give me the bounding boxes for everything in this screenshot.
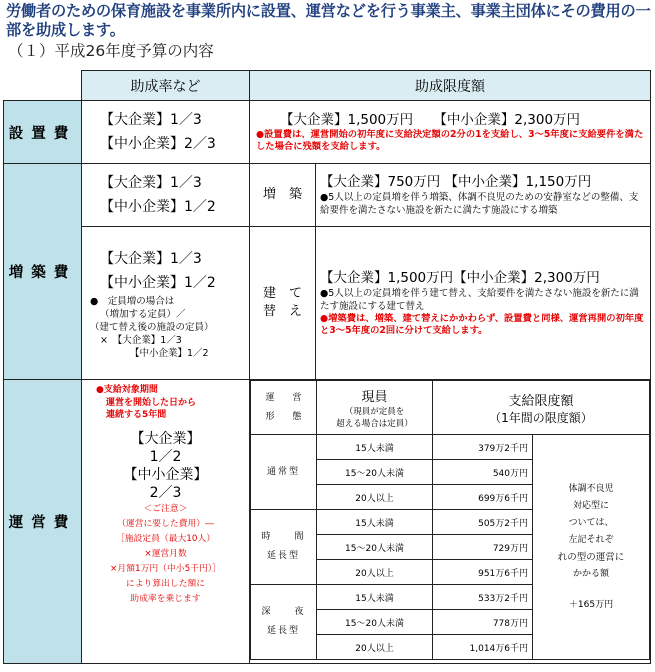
unei-type-night — [251, 585, 317, 660]
zochiku-b-n4: × 【大企業】1／3 — [100, 334, 182, 346]
unei-big4: 2／3 — [149, 484, 182, 501]
zochiku-a-rate-small: 【中小企業】1／2 — [100, 199, 216, 215]
unei-col-limit — [433, 381, 650, 435]
unei-n6: により算出した額に — [125, 578, 206, 589]
unei-big1: 【大企業】 — [130, 430, 201, 447]
unei-n4: ×運営月数 — [144, 548, 187, 559]
unei-side7: ＋165万円 — [568, 599, 614, 610]
unei-side-note — [533, 435, 650, 660]
unei-side4: 左記それぞ — [568, 534, 614, 545]
unei-g2-r0-staff: 15人未満 — [317, 585, 433, 610]
section-subtitle: （１）平成26年度予算の内容 — [8, 42, 214, 60]
header-limit: 助成限度額 — [250, 71, 651, 101]
unei-col-staff1: 現員 — [361, 390, 388, 405]
unei-n5: ×月額1万円（中小5千円）］ — [110, 563, 221, 574]
unei-side6: かかる額 — [572, 568, 609, 579]
unei-g0-r0-amt: 379万2千円 — [433, 435, 533, 460]
unei-side5: れの型の運営に — [557, 551, 625, 563]
unei-type-extended-name1: 時 間 — [261, 532, 306, 542]
unei-type-normal — [251, 435, 317, 510]
unei-g2-r1-staff: 15～20人未満 — [317, 610, 433, 635]
zochiku-a-limit-cell — [316, 164, 651, 227]
setchi-rate-small: 【中小企業】2／3 — [100, 136, 216, 152]
zochiku-b-limit-cell — [316, 227, 651, 380]
zochiku-b-type — [250, 227, 316, 380]
unei-g1-r2-amt: 951万6千円 — [433, 560, 533, 585]
row-label-unei: 運営費 — [4, 380, 82, 664]
unei-g1-r1-amt: 729万円 — [433, 535, 533, 560]
unei-type-extended-name2: 延長型 — [266, 551, 300, 561]
unei-g0-r1-amt: 540万円 — [433, 460, 533, 485]
unei-g0-r2-staff: 20人以上 — [317, 485, 433, 510]
row-label-setchi: 設置費 — [4, 101, 82, 164]
unei-n7: 助成率を乗じます — [130, 593, 201, 604]
unei-col-type2: 形 態 — [265, 411, 302, 422]
unei-col-limit1: 支給限度額 — [508, 393, 574, 409]
unei-g2-r2-amt: 1,014万6千円 — [433, 635, 533, 660]
unei-rate-cell — [82, 380, 250, 664]
unei-col-staff2: （現員が定員を — [344, 407, 405, 417]
setchi-note: ●設置費は、運営開始の初年度に支給決定額の2分の1を支給し、3～5年度に支給要件を満たした場合に残額を支給します。 — [256, 128, 644, 152]
unei-col-type1: 運 営 — [265, 392, 302, 403]
header-rate: 助成率など — [82, 71, 250, 101]
unei-type-normal-name: 通常型 — [266, 466, 300, 477]
unei-g2-r0-amt: 533万2千円 — [433, 585, 533, 610]
unei-n2: （運営に要した費用）― — [117, 518, 214, 529]
zochiku-b-note2: ●増築費は、増築、建て替えにかかわらず、設置費と同様、運営再開の初年度と3～5年度の2回に分けて支給します。 — [320, 312, 644, 336]
zochiku-b-n3: （建て替え後の施設の定員） — [90, 321, 214, 333]
unei-big3: 【中小企業】 — [123, 466, 208, 483]
setchi-rate-large: 【大企業】1／3 — [100, 112, 202, 128]
zochiku-b-note1: ●5人以上の定員増を伴う建て替え、支給要件を満たさない施設を新たに満たす施設にする建て替え — [320, 287, 639, 312]
unei-inner-table — [250, 380, 650, 660]
zochiku-b-n5: 【中小企業】1／2 — [130, 347, 209, 359]
zochiku-b-n1: ● 定員増の場合は — [90, 295, 175, 307]
zochiku-a-rate-cell — [82, 164, 250, 227]
unei-big2: 1／2 — [149, 448, 182, 465]
unei-period2: 運営を開始した日から — [106, 397, 197, 408]
zochiku-b-rate-small: 【中小企業】1／2 — [100, 274, 216, 291]
unei-g1-r0-amt: 505万2千円 — [433, 510, 533, 535]
unei-type-night-name1: 深 夜 — [261, 607, 306, 617]
zochiku-b-type2: 替 え — [262, 304, 302, 319]
unei-g1-r0-staff: 15人未満 — [317, 510, 433, 535]
unei-type-extended — [251, 510, 317, 585]
unei-g2-r1-amt: 778万円 — [433, 610, 533, 635]
page-title: 労働者のための保育施設を事業所内に設置、運営などを行う事業主、事業主団体にその費用の一部を助成します。 — [6, 2, 651, 39]
zochiku-a-limit: 【大企業】750万円 【中小企業】1,150万円 — [320, 174, 592, 190]
zochiku-b-rate-cell — [82, 227, 250, 380]
unei-col-limit2: （1年間の限度額） — [489, 410, 593, 425]
setchi-limit: 【大企業】1,500万円 【中小企業】2,300万円 — [280, 111, 581, 128]
unei-n3: ［施設定員（最大10人） — [115, 533, 216, 544]
unei-col-staff3: 超える場合は定員） — [336, 419, 413, 429]
unei-side1: 体調不良児 — [568, 483, 614, 494]
unei-g0-r0-staff: 15人未満 — [317, 435, 433, 460]
unei-g1-r2-staff: 20人以上 — [317, 560, 433, 585]
row-label-zochiku: 増築費 — [4, 164, 82, 380]
zochiku-b-n2: （増加する定員）／ — [100, 308, 186, 320]
subsidy-table — [3, 70, 651, 664]
unei-g1-r1-staff: 15～20人未満 — [317, 535, 433, 560]
unei-g2-r2-staff: 20人以上 — [317, 635, 433, 660]
zochiku-a-type: 増 築 — [250, 164, 316, 227]
unei-col-staff — [317, 381, 433, 435]
unei-side3: ついては、 — [568, 517, 614, 528]
zochiku-a-note: ●5人以上の定員増を伴う増築、体調不良児のための安静室などの整備、支給要件を満たさない施設を新たに満たす施設にする増築 — [320, 192, 639, 216]
unei-col-type — [251, 381, 317, 435]
zochiku-b-type1: 建 て — [262, 286, 302, 301]
unei-limit-cell — [250, 380, 651, 664]
unei-type-night-name2: 延長型 — [266, 626, 300, 636]
setchi-limit-cell — [250, 101, 651, 164]
unei-g0-r2-amt: 699万6千円 — [433, 485, 533, 510]
zochiku-b-rate-large: 【大企業】1／3 — [100, 250, 202, 267]
unei-side2: 対応型に — [572, 500, 609, 511]
setchi-rate-cell — [82, 101, 250, 164]
unei-period3: 連続する5年間 — [106, 410, 167, 420]
unei-period1: ●支給対象期間 — [96, 385, 158, 395]
zochiku-a-rate-large: 【大企業】1／3 — [100, 175, 202, 191]
unei-n1: ＜ご注意＞ — [143, 503, 188, 514]
zochiku-b-limit: 【大企業】1,500万円【中小企業】2,300万円 — [320, 269, 600, 286]
unei-g0-r1-staff: 15～20人未満 — [317, 460, 433, 485]
header-blank — [4, 71, 82, 101]
